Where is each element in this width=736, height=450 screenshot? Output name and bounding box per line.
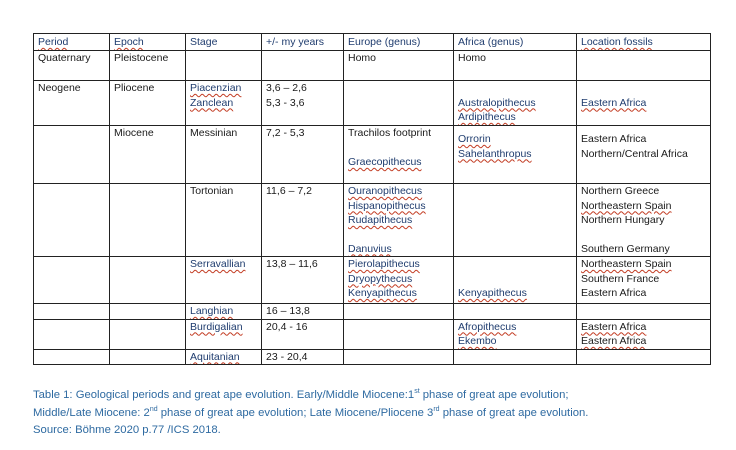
- stage-cell: Tortonian: [186, 184, 262, 257]
- period-cell: Neogene: [34, 81, 110, 126]
- table-row: [34, 51, 711, 81]
- header-epoch: Epoch: [110, 34, 186, 51]
- years-cell: 20,4 - 16: [262, 319, 344, 349]
- europe-cell: Homo: [344, 51, 454, 81]
- table-row: [34, 81, 711, 126]
- years-cell: 23 - 20,4: [262, 349, 344, 365]
- stage-cell: Piacenzian Zanclean: [186, 81, 262, 126]
- header-africa: Africa (genus): [454, 34, 577, 51]
- europe-cell: Trachilos footprint Graecopithecus: [344, 126, 454, 184]
- stage-cell: Messinian: [186, 126, 262, 184]
- table-row: [34, 304, 711, 320]
- table-row: [34, 349, 711, 365]
- table-row: [34, 257, 711, 304]
- years-cell: 13,8 – 11,6: [262, 257, 344, 304]
- africa-cell: Australopithecus Ardipithecus: [454, 81, 577, 126]
- epoch-cell: Pleistocene: [110, 51, 186, 81]
- table-row: [34, 184, 711, 257]
- location-cell: Eastern Africa: [577, 81, 711, 126]
- table-row: [34, 319, 711, 349]
- location-cell: Northeastern Spain Southern France Eastern Africa: [577, 257, 711, 304]
- caption-source: Source: Böhme 2020 p.77 /ICS 2018.: [33, 424, 221, 436]
- stage-cell: Aquitanian: [186, 349, 262, 365]
- stage-cell: Langhian: [186, 304, 262, 320]
- location-cell: Northern Greece Northeastern Spain Northern Hungary Southern Germany: [577, 184, 711, 257]
- caption-line-2: Middle/Late Miocene: 2nd phase of great ape evolution; Late Miocene/Pliocene 3rd phase of great ape evolution.: [33, 405, 589, 419]
- header-period: Period: [34, 34, 110, 51]
- stage-cell: Serravallian: [186, 257, 262, 304]
- header-location: Location fossils: [577, 34, 711, 51]
- africa-cell: Homo: [454, 51, 577, 81]
- geology-table: [33, 33, 711, 365]
- table-row: [34, 126, 711, 184]
- africa-cell: Afropithecus Ekembo: [454, 319, 577, 349]
- table-header-row: [34, 34, 711, 51]
- epoch-cell: Miocene: [110, 126, 186, 184]
- header-stage: Stage: [186, 34, 262, 51]
- years-cell: 7,2 - 5,3: [262, 126, 344, 184]
- caption-line-1: Table 1: Geological periods and great ape evolution. Early/Middle Miocene:1st phase of great ape evolution;: [33, 388, 569, 401]
- table-caption: [33, 387, 713, 440]
- period-cell: Quaternary: [34, 51, 110, 81]
- years-cell: 16 – 13,8: [262, 304, 344, 320]
- europe-cell: Ouranopithecus Hispanopithecus Rudapithecus Danuvius: [344, 184, 454, 257]
- europe-cell: Pierolapithecus Dryopythecus Kenyapithecus: [344, 257, 454, 304]
- epoch-cell: Pliocene: [110, 81, 186, 126]
- location-cell: Eastern Africa Eastern Africa: [577, 319, 711, 349]
- africa-cell: Orrorin Sahelanthropus: [454, 126, 577, 184]
- africa-cell: Kenyapithecus: [454, 257, 577, 304]
- header-years: +/- my years: [262, 34, 344, 51]
- location-cell: Eastern Africa Northern/Central Africa: [577, 126, 711, 184]
- years-cell: 3,6 – 2,6 5,3 - 3,6: [262, 81, 344, 126]
- header-europe: Europe (genus): [344, 34, 454, 51]
- stage-cell: Burdigalian: [186, 319, 262, 349]
- years-cell: 11,6 – 7,2: [262, 184, 344, 257]
